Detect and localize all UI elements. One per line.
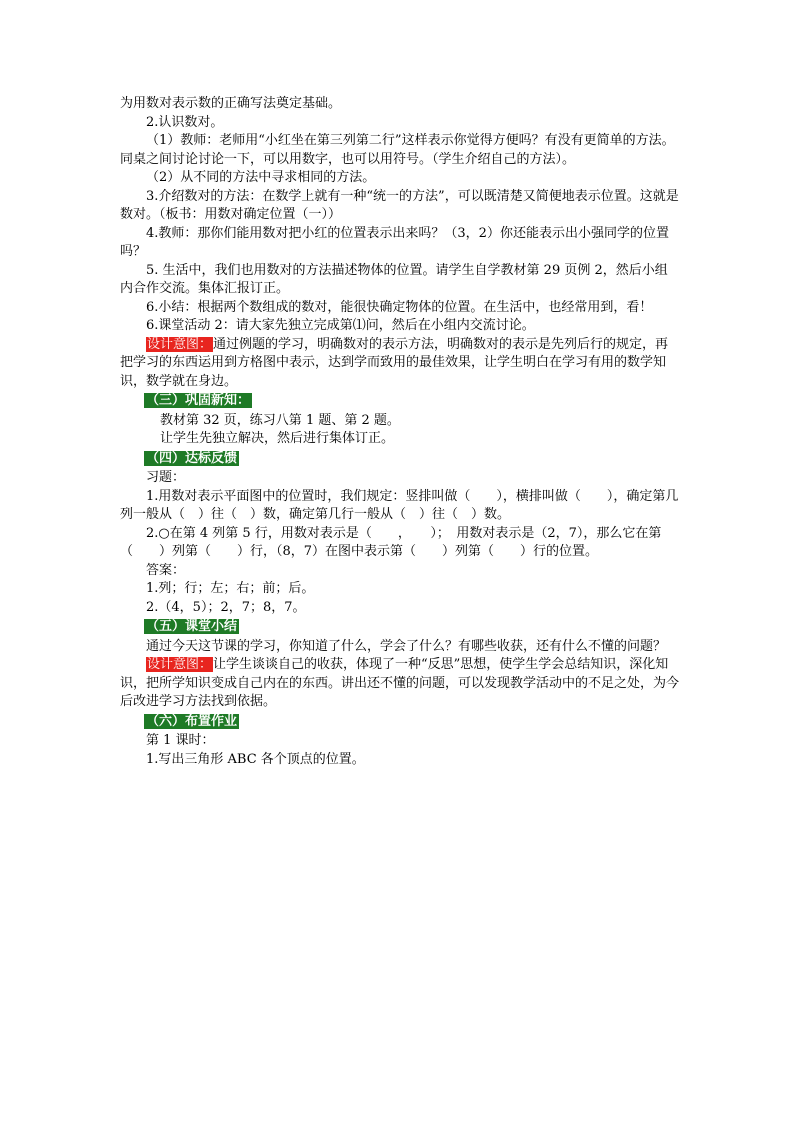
paragraph: 1.列；行；左；右；前；后。 (146, 581, 315, 596)
paragraph: 2.○在第 4 列第 5 行，用数对表示是（ ， ）； 用数对表示是（2，7），那么它在第（ ）列第（ ）行，（8，7）在图中表示第（ ）列第（ ）行的位置。 (120, 525, 662, 559)
paragraph: 答案： (146, 562, 186, 578)
paragraph: 4.教师：那你们能用数对把小红的位置表示出来吗？（3，2）你还能表示出小强同学的位置吗？ (120, 225, 669, 259)
section-heading (120, 618, 680, 637)
paragraph: 6.课堂活动 2：请大家先独立完成第⑴问，然后在小组内交流讨论。 (146, 318, 535, 333)
paragraph: 让学生先独立解决，然后进行集体订正。 (160, 431, 395, 446)
paragraph: 通过今天这节课的学习，你知道了什么，学会了什么？有哪些收获，还有什么不懂的问题？ (146, 638, 667, 654)
paragraph: 6.小结：根据两个数组成的数对，能很快确定物体的位置。在生活中，也经常用到，看！ (146, 299, 653, 315)
design-intent-paragraph (120, 336, 680, 392)
design-intent-text: 通过例题的学习，明确数对的表示方法，明确数对的表示是先列后行的规定，再把学习的东西运用到方格图中表示，达到学而致用的最佳效果，让学生明白在学习有用的数学知识，数学就在身边。 (120, 336, 669, 389)
paragraph: （1）教师：老师用“小红坐在第三列第二行”这样表示你觉得方便吗？有没有更简单的方法。同桌之间讨论讨论一下，可以用数字，也可以用符号。（学生介绍自己的方法）。 (120, 133, 675, 167)
section-heading (120, 392, 680, 411)
paragraph: （2）从不同的方法中寻求相同的方法。 (146, 170, 376, 185)
paragraph: 5. 生活中，我们也用数对的方法描述物体的位置。请学生自学教材第 29 页例 2，然后小组内合作交流。集体汇报订正。 (120, 262, 668, 296)
section-heading (120, 450, 680, 469)
paragraph: 为用数对表示数的正确写法奠定基础。 (120, 96, 342, 111)
paragraph: 3.介绍数对的方法：在数学上就有一种“统一的方法”，可以既清楚又简便地表示位置。这就是数对。（板书：用数对确定位置（一）） (120, 188, 679, 222)
document-body (120, 95, 680, 769)
paragraph: 1.用数对表示平面图中的位置时，我们规定：竖排叫做（ ），横排叫做（ ），确定第几列一般从（ ）往（ ）数，确定第几行一般从（ ）往（ ）数。 (120, 488, 679, 522)
section-heading (120, 713, 680, 732)
paragraph: 2.认识数对。 (146, 114, 224, 130)
section-heading-label: （五）课堂小结 (146, 619, 238, 634)
section-heading-label: （六）布置作业 (146, 713, 238, 729)
paragraph: 教材第 32 页，练习八第 1 题、第 2 题。 (160, 412, 400, 428)
design-intent-text: 让学生谈谈自己的收获，体现了一种“反思”思想，使学生学会总结知识，深化知识，把所学知识变成自己内在的东西。讲出还不懂的问题，可以发现教学活动中的不足之处，为今后改进学习方法找到依据。 (120, 657, 680, 709)
design-intent-paragraph (120, 656, 680, 712)
design-intent-label: 设计意图： (147, 336, 213, 352)
design-intent-label: 设计意图： (147, 657, 213, 672)
section-heading-label: （四）达标反馈 (146, 450, 238, 466)
paragraph: 第 1 课时： (146, 733, 215, 748)
section-heading-label: （三）巩固新知： (146, 393, 251, 408)
paragraph: 1.写出三角形 ABC 各个顶点的位置。 (146, 751, 365, 767)
paragraph: 2.（4，5）；2，7；8，7。 (146, 599, 306, 615)
paragraph: 习题： (146, 470, 186, 485)
